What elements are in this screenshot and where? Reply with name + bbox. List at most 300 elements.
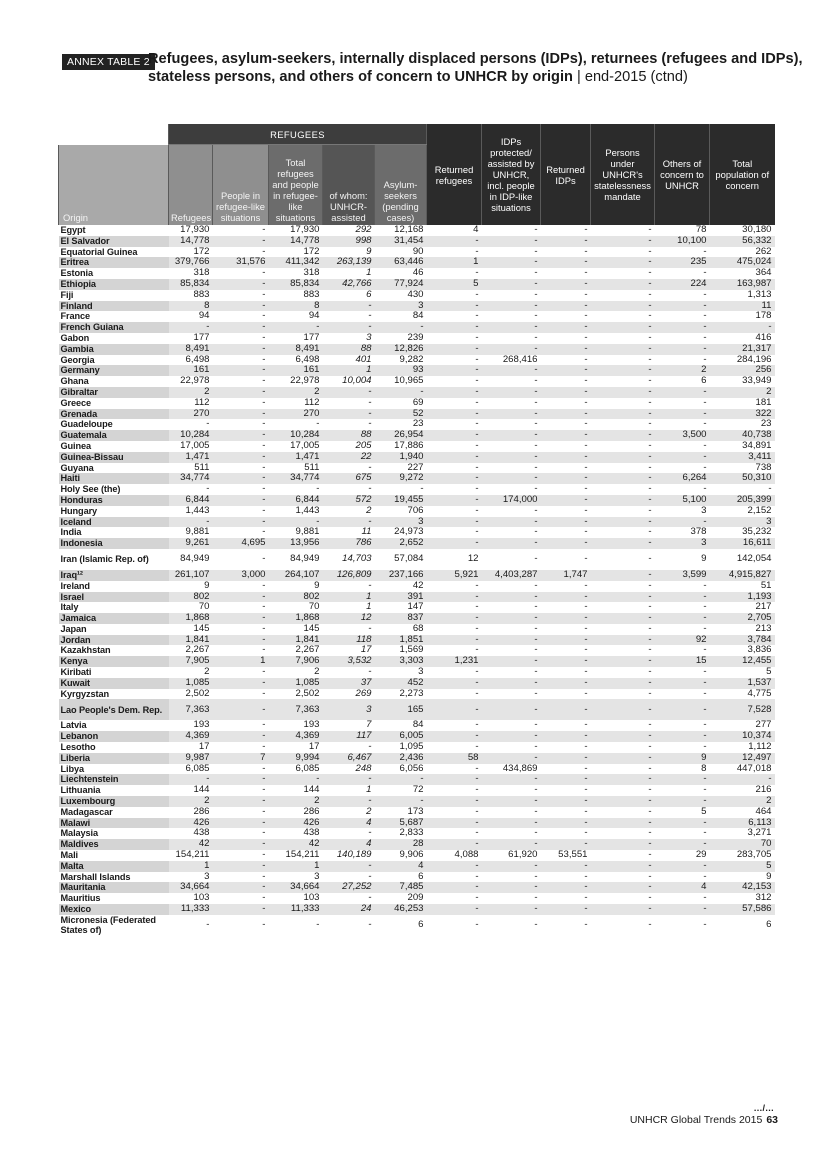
table-cell: - [584,224,588,235]
table-cell: 90 [412,245,424,257]
table-cell: - [541,904,591,915]
table-cell: 318 [193,267,210,279]
row-origin: Iceland [59,517,169,528]
table-cell: - [427,796,482,807]
table-cell: 3 [204,870,210,882]
col-header-refugee-like: People in refugee-like situations [213,145,269,226]
table-cell: 268,416 [502,353,538,365]
table-cell: 17 [198,741,210,753]
table-cell: 6,264 [655,473,710,484]
table-cell: 5 [710,861,775,872]
table-cell: 88 [323,344,375,355]
table-cell: - [323,301,375,312]
table-cell: - [648,644,652,656]
table-cell: - [591,409,655,420]
table-cell: 8,491 [269,344,323,355]
table-cell: 318 [303,267,320,279]
table-cell: - [534,687,538,699]
table-cell: - [710,322,775,333]
table-cell: - [541,365,591,376]
table-cell: - [534,870,538,882]
table-cell: - [368,461,372,473]
table-cell: 9 [655,753,710,764]
refugees-group-header: REFUGEES [169,124,427,145]
table-cell: 17,930 [290,224,320,235]
col-header-returned-refugees: Returned refugees [427,124,482,225]
col-header-total-refugees: Total refugees and people in refugee-like situations [269,145,323,226]
table-cell: - [648,919,652,931]
table-cell: - [541,452,591,463]
table-cell: 15 [655,656,710,667]
table-cell: 261,107 [169,570,213,581]
table-cell: 1,193 [710,592,775,603]
table-cell: - [534,526,538,538]
table-cell: - [323,861,375,872]
table-cell: 2 [169,796,213,807]
row-origin: Gambia [59,344,169,355]
row-origin: Ethiopia [59,279,169,290]
table-cell: - [648,687,652,699]
table-cell: - [427,517,482,528]
table-cell: - [703,719,707,731]
table-cell: 1,537 [710,678,775,689]
table-cell: - [475,267,479,279]
table-cell: - [648,805,652,817]
table-cell: 52 [375,409,427,420]
table-cell: 2 [710,796,775,807]
table-cell: - [591,774,655,785]
table-cell: 3 [375,517,427,528]
table-cell: 51 [760,579,772,591]
table-cell: 6 [766,919,772,931]
table-cell: 6,113 [710,818,775,829]
table-cell: - [584,719,588,731]
table-cell: - [541,538,591,549]
table-cell: - [648,870,652,882]
table-cell: 511 [304,461,320,473]
col-header-refugees: Refugees [169,145,213,226]
table-cell: 10,374 [710,731,775,742]
table-cell: - [591,344,655,355]
table-cell: 112 [194,396,210,408]
table-cell: 193 [303,719,320,731]
table-cell: - [591,517,655,528]
header-group-row [59,124,775,145]
table-cell: 9,282 [399,353,424,365]
table-cell: 205,399 [710,495,775,506]
table-cell: - [591,699,655,720]
table-cell: 401 [355,353,372,365]
row-origin: Japan [60,623,87,634]
table-cell: - [703,741,707,753]
table-cell: 126,809 [323,570,375,581]
table-cell: - [591,656,655,667]
table-cell: 239 [407,331,424,343]
table-cell: - [213,517,269,528]
table-cell: - [169,517,213,528]
table-cell: 391 [375,592,427,603]
table-cell: - [591,570,655,581]
table-cell: 147 [407,601,424,613]
table-cell: - [534,579,538,591]
table-cell: 438 [193,827,210,839]
table-cell: - [541,236,591,247]
table-cell: - [262,741,266,753]
table-cell: - [262,644,266,656]
table-cell: 85,834 [169,279,213,290]
table-cell: - [768,483,772,495]
table-cell: - [648,827,652,839]
table-cell: 7,528 [710,699,775,720]
table-row [59,764,775,775]
table-cell: 6 [418,870,424,882]
table-cell: - [541,592,591,603]
table-cell: 6 [701,375,707,387]
table-cell: - [482,861,541,872]
table-cell: - [368,827,372,839]
table-cell: - [262,245,266,257]
table-cell: 42 [412,579,424,591]
table-cell: 475,024 [710,257,775,268]
table-cell: - [703,870,707,882]
table-cell: 21,317 [710,344,775,355]
row-origin: French Guiana [59,322,169,333]
table-cell: 88 [323,430,375,441]
table-cell: 17,005 [290,439,320,451]
table-row [59,850,775,861]
table-cell: 70 [308,601,320,613]
table-cell: - [648,439,652,451]
table-cell: - [584,504,588,516]
table-cell: 1,085 [169,678,213,689]
row-origin: Jamaica [59,613,169,624]
table-cell: 378 [690,526,707,538]
table-cell: 17,930 [180,224,210,235]
table-cell: - [262,439,266,451]
table-cell: - [591,796,655,807]
row-origin: Iraq¹² [59,570,169,581]
table-cell: - [482,322,541,333]
table-cell: 8 [169,301,213,312]
table-cell: - [584,331,588,343]
table-cell: 7,363 [169,699,213,720]
table-row [59,861,775,872]
table-cell: 22,978 [290,375,320,387]
table-cell: - [262,687,266,699]
table-cell: - [541,344,591,355]
table-cell: - [648,601,652,613]
table-cell: 5,921 [427,570,482,581]
table-cell: 213 [755,622,772,634]
table-cell: - [591,904,655,915]
table-cell: 227 [407,461,424,473]
table-cell: - [534,439,538,451]
row-origin: Lesotho [60,742,96,753]
table-cell: - [703,892,707,904]
table-cell: - [375,387,427,398]
table-cell: - [655,409,710,420]
table-cell: - [541,882,591,893]
table-cell: 262 [755,245,772,257]
table-cell: 6,498 [185,353,210,365]
table-cell: 6,005 [375,731,427,742]
table-cell: 286 [303,805,320,817]
table-cell: - [375,796,427,807]
table-cell: - [427,904,482,915]
table-cell: - [584,288,588,300]
row-origin: Guatemala [59,430,169,441]
table-cell: - [703,245,707,257]
table-cell: - [427,344,482,355]
table-cell: - [482,473,541,484]
table-cell: - [475,741,479,753]
table-cell: 4,695 [213,538,269,549]
table-cell: 6,844 [169,495,213,506]
table-cell: 2 [655,365,710,376]
table-cell: - [482,430,541,441]
table-cell: - [213,592,269,603]
table-cell: - [427,774,482,785]
table-cell: - [655,699,710,720]
table-cell: - [541,257,591,268]
table-cell: 163,987 [710,279,775,290]
table-cell: - [584,579,588,591]
table-cell: 58 [427,753,482,764]
table-cell: 6 [418,919,424,931]
table-cell: 8 [701,762,707,774]
table-cell: 92 [655,635,710,646]
table-cell: 9 [314,579,320,591]
table-cell: 34,774 [169,473,213,484]
table-cell: 6,844 [269,495,323,506]
table-cell: 1,471 [169,452,213,463]
table-cell: - [427,430,482,441]
table-cell: - [541,301,591,312]
row-origin: Libya [60,763,84,774]
table-cell: 11 [710,301,775,312]
table-cell: - [427,699,482,720]
table-cell: - [213,861,269,872]
table-cell: - [213,409,269,420]
footer-publication: UNHCR Global Trends 2015 [629,1114,763,1126]
row-origin: Georgia [60,354,95,365]
table-cell: 1,569 [399,644,424,656]
table-cell: 4,088 [454,849,479,861]
table-cell: - [534,396,538,408]
table-cell: 1 [366,784,372,796]
table-cell: 34,891 [742,439,772,451]
table-cell: 30,180 [742,224,772,235]
table-cell: 1,868 [269,613,323,624]
table-cell: 1,112 [748,741,772,753]
table-cell: 1,443 [185,504,210,516]
table-cell: - [584,827,588,839]
table-cell: 174,000 [482,495,541,506]
table-cell: - [655,517,710,528]
table-cell: - [475,396,479,408]
table-cell: 3,000 [213,570,269,581]
table-cell: - [213,904,269,915]
table-cell: 738 [755,461,772,473]
row-origin: Grenada [59,409,169,420]
table-cell: - [482,365,541,376]
row-origin: Guyana [60,462,94,473]
table-cell: 452 [375,678,427,689]
table-cell: - [482,387,541,398]
table-cell: - [368,418,372,430]
row-origin: Malta [59,861,169,872]
table-cell: - [591,538,655,549]
col-header-idps: IDPs protected/ assisted by UNHCR, incl. people in IDP-like situations [482,124,541,225]
table-cell: 154,211 [285,849,320,861]
table-cell: - [482,409,541,420]
table-cell: - [541,322,591,333]
table-cell: - [206,919,210,931]
table-cell: - [591,882,655,893]
table-cell: - [368,622,372,634]
table-cell: 292 [355,224,372,235]
table-cell: - [703,418,707,430]
table-cell: - [213,387,269,398]
table-cell: 2,502 [295,687,320,699]
table-cell: - [584,644,588,656]
table-cell: - [591,301,655,312]
table-cell: - [534,245,538,257]
table-cell: 675 [323,473,375,484]
row-origin: Honduras [59,495,169,506]
table-cell: 3 [655,538,710,549]
table-cell: - [262,375,266,387]
table-cell: 9 [204,579,210,591]
table-cell: - [648,504,652,516]
table-cell: - [482,592,541,603]
table-cell: 33,949 [742,375,772,387]
table-cell: 9,272 [375,473,427,484]
table-cell: 34,774 [269,473,323,484]
table-cell: - [482,839,541,850]
table-cell: - [584,353,588,365]
table-cell: - [206,483,210,495]
table-cell: - [534,741,538,753]
row-origin: India [60,527,82,538]
table-cell: - [703,666,707,678]
table-cell: - [541,731,591,742]
table-row [59,699,775,720]
table-cell: - [591,731,655,742]
table-cell: - [534,601,538,613]
table-cell: 40,738 [710,430,775,441]
table-cell: - [655,322,710,333]
table-cell: 9 [366,245,372,257]
table-cell: - [584,310,588,322]
table-cell: - [541,678,591,689]
table-cell: 1,868 [169,613,213,624]
table-cell: 1,313 [747,288,772,300]
table-cell: 511 [194,461,210,473]
row-origin: Indonesia [59,538,169,549]
row-origin: Finland [59,301,169,312]
table-cell: - [648,762,652,774]
table-cell: 3 [323,699,375,720]
table-cell: 3,784 [710,635,775,646]
row-origin: Eritrea [59,257,169,268]
table-cell: - [584,461,588,473]
table-cell: 10,284 [169,430,213,441]
table-cell: - [703,461,707,473]
table-cell: 1 [169,861,213,872]
table-cell: - [655,839,710,850]
table-cell: 7,906 [269,656,323,667]
table-cell: - [534,375,538,387]
table-cell: 4,369 [169,731,213,742]
table-cell: 61,920 [508,849,538,861]
table-cell: - [475,784,479,796]
table-cell: - [703,601,707,613]
table-cell: - [475,375,479,387]
table-cell: 2,502 [185,687,210,699]
table-cell: - [534,418,538,430]
table-cell: 248 [355,762,372,774]
table-cell: 69 [412,396,424,408]
table-cell: - [648,784,652,796]
table-cell: 2,152 [747,504,772,516]
table-cell: - [475,687,479,699]
table-cell: - [541,656,591,667]
table-cell: 2,273 [399,687,424,699]
table-cell: - [427,473,482,484]
row-origin: Kiribati [60,667,92,678]
table-row [59,452,775,463]
table-cell: - [482,452,541,463]
table-cell: 9,987 [169,753,213,764]
table-cell: - [482,279,541,290]
table-cell: 1 [366,267,372,279]
table-cell: - [584,245,588,257]
table-cell: - [482,904,541,915]
row-origin: Mexico [59,904,169,915]
table-cell: 31,454 [375,236,427,247]
col-header-stateless: Persons under UNHCR's statelessness mandate [591,124,655,225]
table-cell: 17 [360,644,372,656]
table-cell: - [591,322,655,333]
table-cell: - [591,236,655,247]
table-cell: 42 [269,839,323,850]
table-cell: 3,411 [710,452,775,463]
table-cell: - [482,678,541,689]
table-cell: - [482,517,541,528]
origin-table [58,124,775,936]
table-cell: - [648,288,652,300]
table-cell: - [368,310,372,322]
table-cell: - [648,483,652,495]
table-cell: - [534,331,538,343]
row-origin: Holy See (the) [60,484,121,495]
table-cell: - [648,224,652,235]
table-cell: 7 [366,719,372,731]
table-cell: - [541,517,591,528]
table-cell: - [262,666,266,678]
table-cell: - [648,741,652,753]
col-header-origin: Origin [59,145,169,226]
table-cell: 837 [375,613,427,624]
table-cell: 270 [269,409,323,420]
table-cell: - [584,601,588,613]
table-row [59,506,775,517]
table-cell: 23 [760,418,772,430]
table-cell: - [427,635,482,646]
table-cell: 9 [766,870,772,882]
table-cell: - [482,656,541,667]
